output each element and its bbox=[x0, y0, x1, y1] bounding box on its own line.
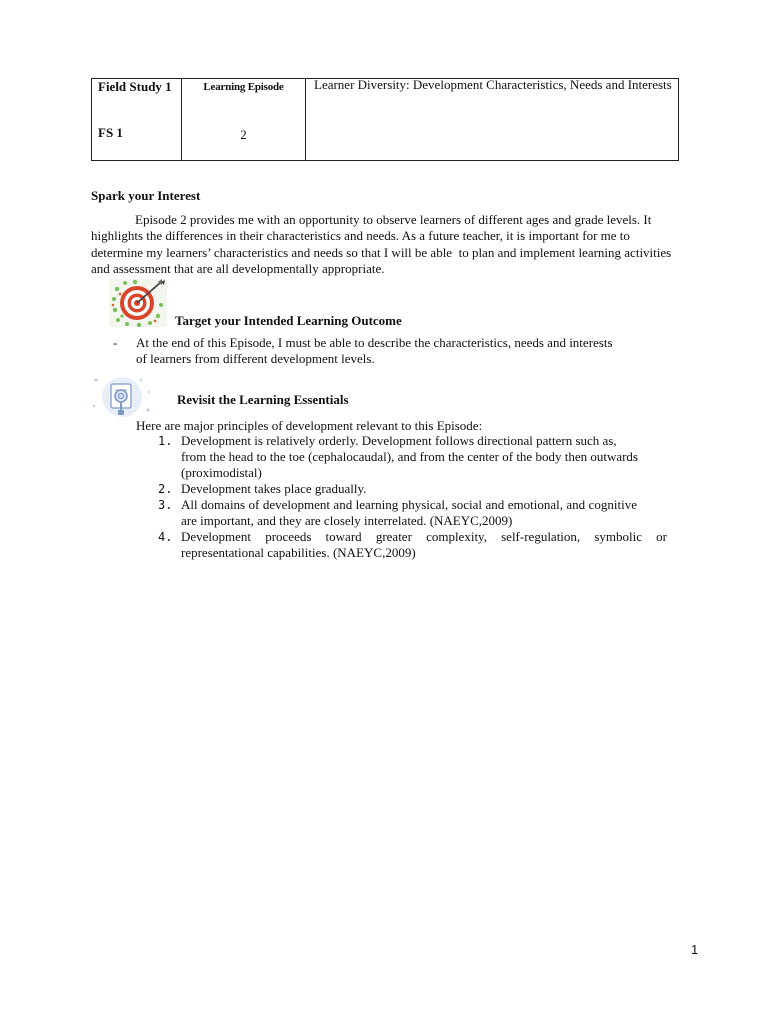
outcome-bullet-text: At the end of this Episode, I must be able to describe the characteristics, needs and interests of learners from different development levels. bbox=[136, 335, 613, 366]
list-item-text: Development proceeds toward greater complexity, self-regulation, symbolic or representational capabilities. (NAEYC,2009) bbox=[181, 529, 667, 560]
target-heading: Target your Intended Learning Outcome bbox=[175, 313, 402, 328]
principles-list bbox=[136, 433, 670, 561]
episode-topic: Learner Diversity: Development Characteristics, Needs and Interests bbox=[314, 77, 672, 92]
list-item bbox=[136, 481, 670, 497]
outcome-bullet-marker: - bbox=[113, 335, 118, 350]
learning-episode-cell bbox=[182, 79, 306, 160]
revisit-heading: Revisit the Learning Essentials bbox=[177, 392, 349, 407]
target-dart-icon bbox=[109, 279, 167, 327]
list-item-text: Development is relatively orderly. Development follows directional pattern such as, from the head to the toe (cephalocaudal), and from the center of the body then outwards (proximodistal) bbox=[181, 433, 638, 480]
learning-episode-label: Learning Episode bbox=[203, 81, 284, 93]
field-study-label: Field Study 1 bbox=[98, 79, 172, 94]
magnifier-document-icon bbox=[91, 374, 153, 420]
list-item bbox=[136, 497, 670, 529]
list-item bbox=[136, 433, 670, 481]
learning-episode-number: 2 bbox=[240, 127, 247, 142]
list-item-number: 4. bbox=[158, 530, 173, 544]
list-item-number: 3. bbox=[158, 498, 173, 512]
list-item-text: All domains of development and learning physical, social and emotional, and cognitive are important, and they are closely interrelated. (NAEYC,2009) bbox=[181, 497, 637, 528]
field-study-code: FS 1 bbox=[98, 125, 123, 140]
topic-cell bbox=[306, 79, 678, 160]
page-number: 1 bbox=[691, 942, 699, 957]
spark-heading: Spark your Interest bbox=[91, 188, 201, 203]
list-item-number: 2. bbox=[158, 482, 173, 496]
list-item bbox=[136, 529, 670, 561]
header-table bbox=[91, 78, 679, 161]
field-study-cell bbox=[92, 79, 182, 160]
spark-paragraph: Episode 2 provides me with an opportunity to observe learners of different ages and grade levels. It highlights the differences in their characteristics and needs. As a future teacher, it is important for me to determine my learners’ characteristics and needs so that I will be able to plan and implement learning activities and assessment that are all developmentally appropriate. bbox=[91, 212, 675, 276]
principles-intro: Here are major principles of development relevant to this Episode: bbox=[136, 418, 483, 433]
list-item-text: Development takes place gradually. bbox=[181, 481, 367, 496]
list-item-number: 1. bbox=[158, 434, 173, 448]
